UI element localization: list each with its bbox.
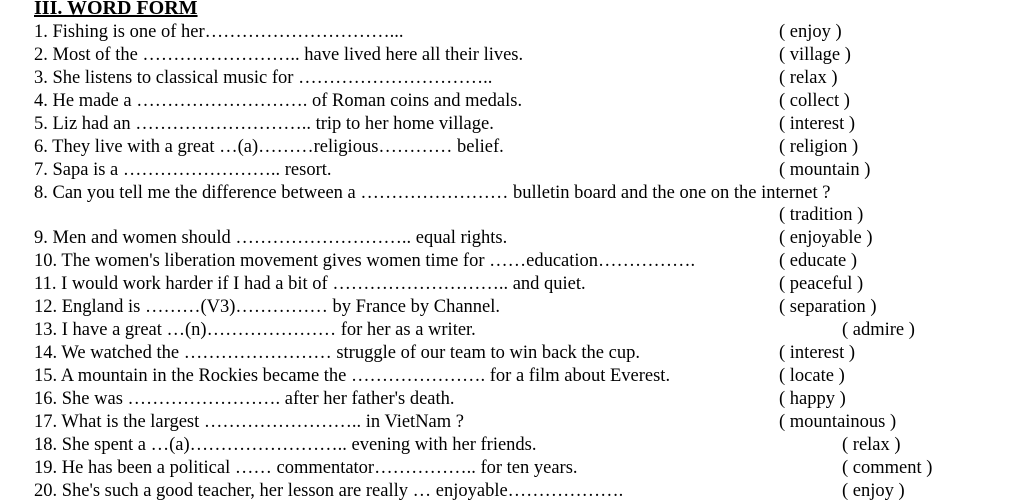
- question-text: 6. They live with a great …(a)………religious………… belief.: [34, 137, 504, 157]
- word-hint: ( village ): [779, 45, 851, 65]
- word-hint: ( enjoy ): [779, 22, 842, 42]
- exercise-line-18: [0, 434, 1024, 457]
- word-hint: ( comment ): [842, 458, 933, 478]
- exercise-line-19: [0, 457, 1024, 480]
- question-text: 8. Can you tell me the difference between a …………………… bulletin board and the one on the internet ?: [34, 183, 831, 203]
- exercise-line-20: [0, 480, 1024, 500]
- word-hint: ( religion ): [779, 137, 859, 157]
- word-hint: ( relax ): [842, 435, 901, 455]
- exercise-line-10: [0, 250, 1024, 273]
- exercise-line-13: [0, 319, 1024, 342]
- question-text: 11. I would work harder if I had a bit of ……………………….. and quiet.: [34, 274, 586, 294]
- word-hint: ( enjoyable ): [779, 228, 873, 248]
- question-text: 10. The women's liberation movement gives women time for ……education…………….: [34, 251, 696, 271]
- question-text: 19. He has been a political …… commentator…………….. for ten years.: [34, 458, 578, 478]
- word-hint: ( educate ): [779, 251, 858, 271]
- word-hint: ( mountain ): [779, 160, 871, 180]
- question-text: 20. She's such a good teacher, her lesson are really … enjoyable……………….: [34, 481, 624, 500]
- word-hint: ( admire ): [842, 320, 915, 340]
- word-hint: ( separation ): [779, 297, 877, 317]
- question-text: 2. Most of the …………………….. have lived here all their lives.: [34, 45, 524, 65]
- exercise-line-1: [0, 21, 1024, 44]
- exercise-line-2: [0, 44, 1024, 67]
- question-text: 15. A mountain in the Rockies became the …………………. for a film about Everest.: [34, 366, 671, 386]
- exercise-line-17: [0, 411, 1024, 434]
- exercise-line-4: [0, 90, 1024, 113]
- exercise-line-16: [0, 388, 1024, 411]
- exercise-line-15: [0, 365, 1024, 388]
- exercise-line-8: [0, 182, 1024, 205]
- word-hint: ( tradition ): [779, 205, 864, 225]
- word-hint: ( collect ): [779, 91, 850, 111]
- question-text: 17. What is the largest …………………….. in VietNam ?: [34, 412, 464, 432]
- question-text: 4. He made a ………………………. of Roman coins and medals.: [34, 91, 523, 111]
- question-text: 14. We watched the …………………… struggle of our team to win back the cup.: [34, 343, 640, 363]
- word-hint: ( happy ): [779, 389, 846, 409]
- question-text: 12. England is ………(V3)…………… by France by Channel.: [34, 297, 501, 317]
- exercise-line-11: [0, 273, 1024, 296]
- question-text: 1. Fishing is one of her…………………………...: [34, 22, 404, 42]
- exercise-line-9: [0, 227, 1024, 250]
- section-title: III. WORD FORM: [34, 0, 198, 19]
- exercise-line-8b: [0, 204, 1024, 227]
- question-text: 13. I have a great …(n)………………… for her as a writer.: [34, 320, 476, 340]
- word-hint: ( locate ): [779, 366, 845, 386]
- question-text: 3. She listens to classical music for …………………………..: [34, 68, 493, 88]
- word-hint: ( enjoy ): [842, 481, 905, 500]
- question-text: 18. She spent a …(a)…………………….. evening with her friends.: [34, 435, 537, 455]
- exercise-line-14: [0, 342, 1024, 365]
- word-hint: ( interest ): [779, 343, 856, 363]
- question-text: 5. Liz had an ……………………….. trip to her home village.: [34, 114, 494, 134]
- exercise-line-3: [0, 67, 1024, 90]
- word-hint: ( peaceful ): [779, 274, 864, 294]
- exercise-line-12: [0, 296, 1024, 319]
- word-hint: ( relax ): [779, 68, 838, 88]
- question-text: 7. Sapa is a …………………….. resort.: [34, 160, 332, 180]
- exercise-line-6: [0, 136, 1024, 159]
- exercise-line-7: [0, 159, 1024, 182]
- question-text: 16. She was ……………………. after her father's death.: [34, 389, 455, 409]
- exercise-line-5: [0, 113, 1024, 136]
- word-hint: ( mountainous ): [779, 412, 897, 432]
- word-hint: ( interest ): [779, 114, 856, 134]
- question-text: 9. Men and women should ……………………….. equal rights.: [34, 228, 508, 248]
